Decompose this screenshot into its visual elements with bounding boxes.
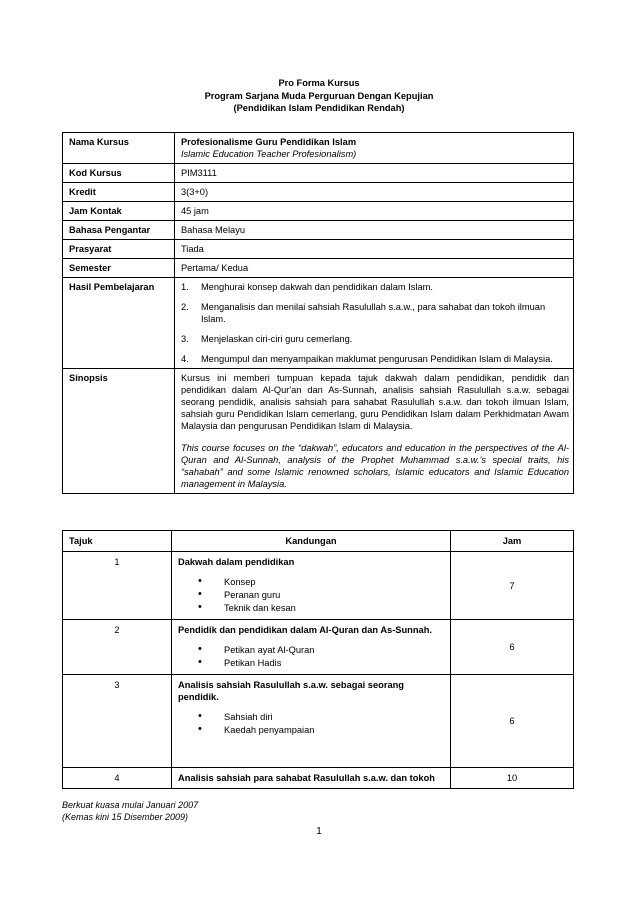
kredit-label: Kredit <box>63 183 175 202</box>
topic-number: 2 <box>63 620 172 675</box>
kod-label: Kod Kursus <box>63 164 175 183</box>
topic-item: • Peranan guru <box>198 588 281 600</box>
topic-item: • Kaedah penyampaian <box>198 723 315 735</box>
topics-table <box>62 530 574 789</box>
prasyarat-value: Tiada <box>174 240 573 259</box>
topic-jam: 6 <box>451 620 574 675</box>
topic-number: 3 <box>63 675 172 768</box>
outcomes-list <box>181 281 569 365</box>
footer-updated: (Kemas kini 15 Disember 2009) <box>62 812 189 822</box>
topics-header-row <box>63 531 574 552</box>
outcome-item: 4. Mengumpul dan menyampaikan maklumat pengurusan Pendidikan Islam di Malaysia. <box>180 354 553 364</box>
col-tajuk: Tajuk <box>63 531 172 552</box>
kod-value: PIM3111 <box>174 164 573 183</box>
bahasa-label: Bahasa Pengantar <box>63 221 175 240</box>
sinopsis-malay: Kursus ini memberi tumpuan kepada tajuk dakwah dalam pendidikan, pendidik dan pendidikan dalam Al-Qur'an dan As-Sunnah, analisis sahsiah Rasulullah s.a.w. sebagai seorang pendidik, analisis sahsiah para sahabat Rasulullah s.a.w. dan tokoh ilmuan Islam, sahsiah guru Pendidikan Islam cemerlang, guru Pendidikan Islam dalam Perkhidmatan Awam Malaysia dan pengurusan Pendidikan Islam di Malaysia. <box>180 373 569 431</box>
kredit-value: 3(3+0) <box>174 183 573 202</box>
info-row-hasil <box>63 278 574 369</box>
col-kandungan: Kandungan <box>172 531 451 552</box>
info-row-nama <box>63 133 574 164</box>
nama-value-en: Islamic Education Teacher Profesionalism) <box>180 149 357 159</box>
outcome-item: 3. Menjelaskan ciri-ciri guru cemerlang. <box>180 334 353 344</box>
nama-label: Nama Kursus <box>63 133 175 164</box>
bahasa-value: Bahasa Melayu <box>174 221 573 240</box>
header-specialization: (Pendidikan Islam Pendidikan Rendah) <box>233 103 405 113</box>
topic-number: 4 <box>63 768 172 789</box>
footer-note <box>62 799 198 823</box>
info-row-bahasa <box>63 221 574 240</box>
topic-jam: 7 <box>451 552 574 620</box>
topic-row <box>63 620 574 675</box>
col-jam: Jam <box>451 531 574 552</box>
header-title: Pro Forma Kursus <box>278 78 360 88</box>
topic-row <box>63 768 574 789</box>
info-row-jam <box>63 202 574 221</box>
jam-value: 45 jam <box>174 202 573 221</box>
header-program: Program Sarjana Muda Perguruan Dengan Kepujian <box>204 90 434 101</box>
document-header <box>0 77 638 115</box>
outcome-item: 2. Menganalisis dan menilai sahsiah Rasulullah s.a.w., para sahabat dan tokoh ilmuan Islam. <box>180 302 546 324</box>
topic-title: Pendidik dan pendidikan dalam Al-Quran dan As-Sunnah. <box>178 625 432 635</box>
topic-item: • Sahsiah diri <box>198 710 273 722</box>
info-row-prasyarat <box>63 240 574 259</box>
topic-number: 1 <box>63 552 172 620</box>
topic-jam: 6 <box>451 675 574 768</box>
topic-items <box>178 644 444 670</box>
page-number: 1 <box>316 826 322 837</box>
info-row-semester <box>63 259 574 278</box>
prasyarat-label: Prasyarat <box>63 240 175 259</box>
footer-effective: Berkuat kuasa mulai Januari 2007 <box>62 800 199 810</box>
topic-jam: 10 <box>451 768 574 789</box>
nama-value: Profesionalisme Guru Pendidikan Islam <box>180 137 357 147</box>
topic-title: Analisis sahsiah para sahabat Rasulullah s.a.w. dan tokoh <box>178 773 435 783</box>
outcome-item: 1. Menghurai konsep dakwah dan pendidikan dalam Islam. <box>180 282 433 292</box>
sinopsis-label: Sinopsis <box>63 369 175 494</box>
sinopsis-english: This course focuses on the “dakwah”, educators and education in the perspectives of the Al-Quran and Al-Sunnah, analysis of the Prophet Muhammad s.a.w.’s special traits, his “sahabah” and some Islamic renowned scholars, Islamic educators and Islamic Education management in Malaysia. <box>180 443 569 489</box>
topic-items <box>178 576 444 615</box>
topic-row <box>63 675 574 768</box>
topic-title: Dakwah dalam pendidikan <box>178 557 295 567</box>
topic-title: Analisis sahsiah Rasulullah s.a.w. sebagai seorang pendidik. <box>178 680 404 702</box>
topic-item: • Teknik dan kesan <box>198 601 296 613</box>
topic-item: • Konsep <box>198 575 256 587</box>
semester-value: Pertama/ Kedua <box>174 259 573 278</box>
semester-label: Semester <box>63 259 175 278</box>
info-row-kod <box>63 164 574 183</box>
hasil-label: Hasil Pembelajaran <box>63 278 175 369</box>
course-info-table <box>62 132 574 494</box>
topic-items <box>178 711 444 737</box>
topic-item: • Petikan ayat Al-Quran <box>198 643 315 655</box>
topic-row <box>63 552 574 620</box>
jam-label: Jam Kontak <box>63 202 175 221</box>
topic-item: • Petikan Hadis <box>198 656 282 668</box>
info-row-kredit <box>63 183 574 202</box>
info-row-sinopsis <box>63 369 574 494</box>
